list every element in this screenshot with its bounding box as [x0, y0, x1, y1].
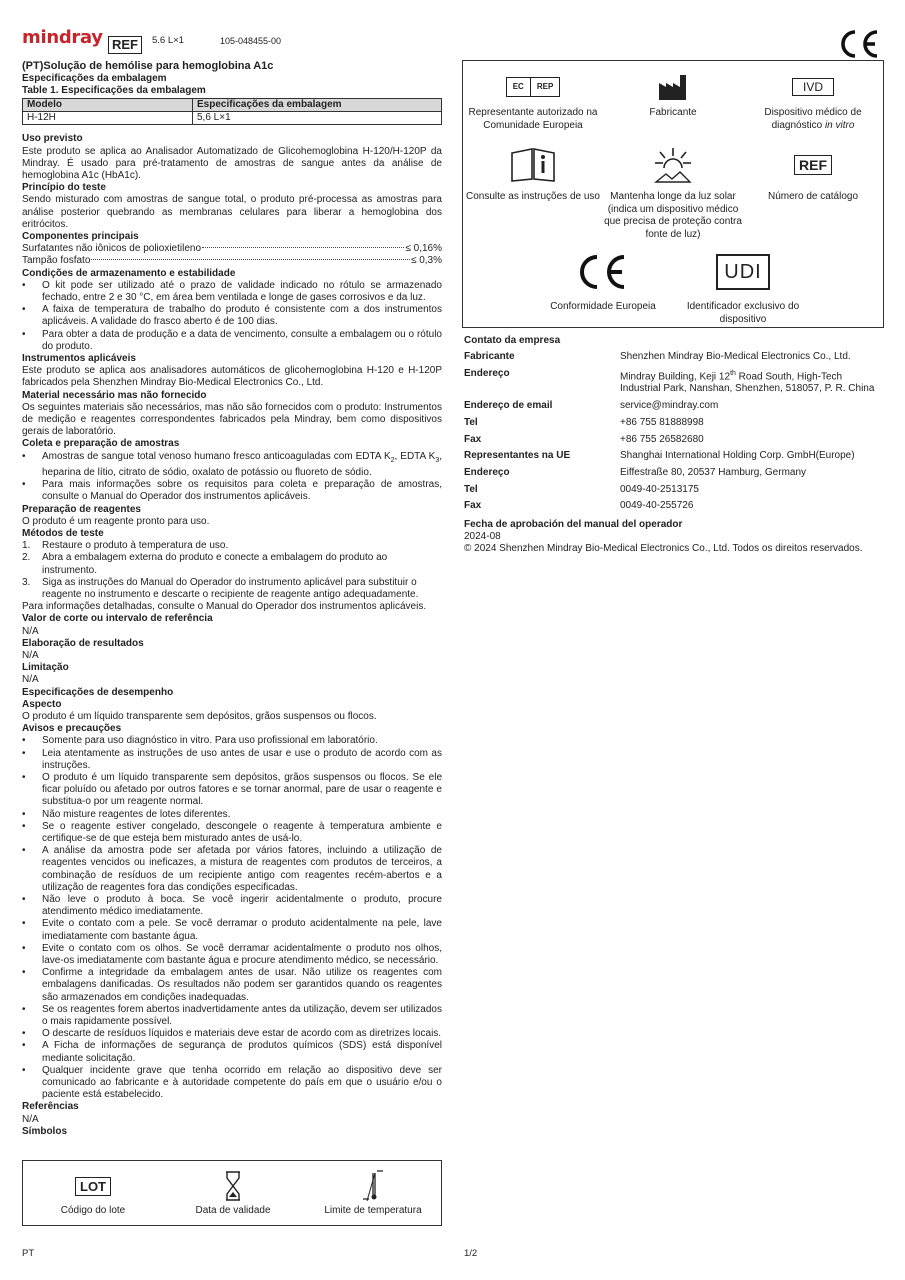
reagent-prep-text: O produto é um reagente pronto para uso. — [22, 515, 210, 527]
symbol-lot: LOT Código do lote — [23, 1167, 163, 1218]
list-item: • Para obter a data de produção e a data de vencimento, consulte a embalagem ou o rótulo do produto. — [22, 329, 442, 353]
symbol-consult-ifu: Consulte as instruções de uso — [463, 143, 603, 204]
table-caption: Table 1. Especificações da embalagem — [22, 85, 206, 97]
list-item: 3. Siga as instruções do Manual do Operador do instrumento aplicável para substituir o reagente no instrumento e descarte o recipiente de reagente antigo adequadamente. — [22, 576, 419, 600]
list-item: • Somente para uso diagnóstico in vitro. Para uso profissional em laboratório. — [22, 735, 442, 747]
limitation-text: N/A — [22, 674, 39, 686]
footer-page-number: 1/2 — [464, 1248, 478, 1259]
storage-list — [22, 280, 442, 353]
contact-row: Endereço de email service@mindray.com — [464, 400, 719, 412]
component-row — [22, 255, 442, 267]
list-item: 1. Restaure o produto à temperatura de uso. — [22, 540, 229, 552]
hourglass-icon — [163, 1167, 303, 1205]
company-contact — [464, 335, 884, 555]
ivd-icon: IVD — [743, 67, 883, 107]
components-heading: Componentes principais — [22, 231, 139, 243]
component-row — [22, 243, 442, 255]
methods-list — [22, 540, 442, 601]
symbol-catalog-number: REF Número de catálogo — [743, 143, 883, 204]
left-column — [22, 60, 442, 1138]
cutoff-heading: Valor de corte ou intervalo de referência — [22, 613, 213, 625]
ce-mark-icon — [838, 28, 882, 64]
list-item: • Se o reagente estiver congelado, descongele o reagente à temperatura ambiente e certifique-se de que esteja bem misturado antes de usá-lo. — [22, 821, 442, 845]
table-cell: H-12H — [23, 112, 193, 125]
packaging-table — [22, 98, 442, 125]
principle-text: Sendo misturado com amostras de sangue total, o produto pré-processa as amostras para análise posterior quebrando as membranas celulares para liberar a hemoglobina dos eritrócitos. — [22, 194, 442, 230]
list-item: • A análise da amostra pode ser afetada por vários fatores, incluindo a utilização de reagentes vencidos ou ineficazes, a mistura de reagentes com produtos de terceiros, a combinação de resíduos de um recipiente antigo com reagentes recém-abertos e a utilização de reagentes fora das condições especificadas. — [22, 845, 442, 894]
packaging-heading: Especificações da embalagem — [22, 73, 167, 84]
collection-heading: Coleta e preparação de amostras — [22, 438, 180, 450]
warnings-list — [22, 735, 442, 1101]
materials-heading: Material necessário mas não fornecido — [22, 389, 207, 401]
instruments-text: Este produto se aplica aos analisadores automáticos de glicohemoglobina H-120 e H-120P fabricados pela Shenzhen Mindray Bio-Medical Electronics Co., Ltd. — [22, 365, 442, 389]
approval-heading: Fecha de aprobación del manual del operador — [464, 518, 683, 530]
component-name: Surfatantes não iônicos de polioxietileno — [22, 243, 202, 255]
symbol-udi: UDI Identificador exclusivo do dispositivo — [673, 247, 813, 326]
results-text: N/A — [22, 649, 39, 661]
book-info-icon — [463, 143, 603, 187]
bottom-symbols-box — [22, 1160, 442, 1226]
factory-icon — [603, 67, 743, 107]
methods-heading: Métodos de teste — [22, 527, 104, 539]
intended-use-text: Este produto se aplica ao Analisador Automatizado de Glicohemoglobina H-120/H-120P da Mindray. É usado para pré-tratamento de amostras de sangue antes da análise de hemoglobina A1c (HbA1c). — [22, 145, 442, 182]
performance-heading: Especificações de desempenho — [22, 686, 174, 698]
list-item: • Confirme a integridade da embalagem antes de usar. Não utilize os reagentes com embalagens danificadas. Os resultados não podem ser garantidos quando os reagentes são armazenados em condições inadequadas. — [22, 967, 442, 1004]
cutoff-text: N/A — [22, 625, 39, 637]
document-title: (PT)Solução de hemólise para hemoglobina A1c — [22, 60, 274, 72]
results-heading: Elaboração de resultados — [22, 637, 144, 649]
symbol-ce: Conformidade Europeia — [533, 247, 673, 314]
thermometer-icon — [303, 1167, 443, 1205]
symbols-grid — [462, 60, 884, 328]
mindray-logo: mindray — [22, 27, 103, 48]
lot-icon: LOT — [23, 1167, 163, 1205]
reagent-prep-heading: Preparação de reagentes — [22, 503, 141, 515]
contact-row: Fabricante Shenzhen Mindray Bio-Medical Electronics Co., Ltd. — [464, 351, 851, 363]
copyright: © 2024 Shenzhen Mindray Bio-Medical Electronics Co., Ltd. Todos os direitos reservados. — [464, 542, 863, 554]
contact-row: Endereço Mindray Building, Keji 12th Road South, High-Tech Industrial Park, Nanshan, Shenzhen, 518057, P. R. China — [464, 367, 875, 395]
contact-row: Endereço Eiffestraße 80, 20537 Hamburg, Germany — [464, 466, 807, 478]
appearance-text: O produto é um líquido transparente sem depósitos, grãos suspensos ou flocos. — [22, 710, 377, 722]
list-item: • Amostras de sangue total venoso humano fresco anticoaguladas com EDTA $K_2$, EDTA $K_3$, heparina de lítio, citrato de sódio, oxalato de potássio ou fluoreto de sódio. — [22, 451, 442, 479]
symbol-ec-rep: EC REP Representante autorizado na Comunidade Europeia — [463, 67, 603, 132]
symbol-temperature: Limite de temperatura — [303, 1167, 443, 1218]
list-item: 2. Abra a embalagem externa do produto e conecte a embalagem do produto ao instrumento. — [22, 552, 388, 576]
list-item: • O kit pode ser utilizado até o prazo de validade indicado no rótulo se armazenado fechado, entre 2 e 30 °C, em área bem ventilada e longe de gases corrosivos e da luz. — [22, 280, 442, 304]
table-header-cell: Modelo — [23, 99, 193, 112]
references-heading: Referências — [22, 1101, 79, 1113]
appearance-heading: Aspecto — [22, 698, 62, 710]
ref-label: REF — [108, 36, 142, 54]
contact-row: Fax 0049-40-255726 — [464, 500, 694, 512]
ec-rep-icon: EC REP — [463, 67, 603, 107]
contact-row: Representantes na UE Shanghai International Holding Corp. GmbH(Europe) — [464, 450, 855, 462]
component-value: ≤ 0,3% — [410, 255, 442, 267]
materials-text: Os seguintes materiais são necessários, mas não são fornecidos com o produto: Instrumentos de medição e reagentes correspondentes fabricados pela Mindray, bem como dispositivos gerais de laboratório. — [22, 401, 442, 438]
symbol-manufacturer: Fabricante — [603, 67, 743, 120]
principle-heading: Princípio do teste — [22, 182, 106, 194]
component-value: ≤ 0,16% — [405, 243, 442, 255]
symbol-ivd: IVD Dispositivo médico de diagnóstico in vitro — [743, 67, 883, 132]
table-row — [23, 112, 442, 125]
references-text: N/A — [22, 1113, 39, 1125]
symbols-heading: Símbolos — [22, 1125, 68, 1137]
contact-row: Fax +86 755 26582680 — [464, 433, 704, 445]
ref-icon: REF — [743, 143, 883, 187]
warnings-heading: Avisos e precauções — [22, 723, 122, 735]
list-item: • Não leve o produto à boca. Se você ingerir acidentalmente o produto, procure atendimento médico imediatamente. — [22, 894, 442, 918]
intended-use-heading: Uso previsto — [22, 133, 83, 145]
list-item: • Leia atentamente as instruções de uso antes de usar e use o produto de acordo com as instruções. — [22, 748, 442, 772]
list-item: • Para mais informações sobre os requisitos para coleta e preparação de amostras, consulte o Manual do Operador dos instrumentos aplicáveis. — [22, 479, 442, 503]
component-name: Tampão fosfato — [22, 255, 91, 267]
storage-heading: Condições de armazenamento e estabilidade — [22, 267, 236, 279]
table-header-row — [23, 99, 442, 112]
table-header-cell: Especificações da embalagem — [193, 99, 442, 112]
list-item: • Qualquer incidente grave que tenha ocorrido em relação ao dispositivo deve ser comunicado ao fabricante e à autoridade competente do país em que o usuário e/ou o paciente está estabelecido. — [22, 1065, 442, 1102]
sun-icon — [603, 143, 743, 187]
ce-icon — [533, 247, 673, 297]
collection-list — [22, 451, 442, 504]
contact-heading: Contato da empresa — [464, 335, 561, 346]
limitation-heading: Limitação — [22, 662, 69, 674]
package-spec: 5.6 L×1 — [152, 35, 184, 46]
list-item: • O descarte de resíduos líquidos e materiais deve estar de acordo com as diretrizes locais. — [22, 1028, 442, 1040]
contact-row: Tel +86 755 81888998 — [464, 416, 704, 428]
approval-date: 2024-08 — [464, 530, 501, 542]
contact-row: Tel 0049-40-2513175 — [464, 483, 699, 495]
methods-note: Para informações detalhadas, consulte o Manual do Operador dos instrumentos aplicáveis. — [22, 601, 427, 613]
list-item: • Evite o contato com a pele. Se você derramar o produto acidentalmente na pele, lave imediatamente com bastante água. — [22, 918, 442, 942]
catalog-number: 105-048455-00 — [220, 36, 282, 46]
list-item: • Se os reagentes forem abertos inadvertidamente antes da utilização, devem ser utilizados o mais rapidamente possível. — [22, 1004, 442, 1028]
list-item: • Evite o contato com os olhos. Se você derramar acidentalmente o produto nos olhos, lave-os imediatamente com bastante água e procure atendimento médico, se necessário. — [22, 943, 442, 967]
instruments-heading: Instrumentos aplicáveis — [22, 353, 136, 365]
list-item: • A Ficha de informações de segurança de produtos químicos (SDS) está disponível mediante solicitação. — [22, 1040, 442, 1064]
footer-language: PT — [22, 1248, 35, 1259]
list-item: • A faixa de temperatura de trabalho do produto é consistente com a dos instrumentos aplicáveis. A validade do frasco aberto é de 100 dias. — [22, 304, 442, 328]
symbol-expiry: Data de validade — [163, 1167, 303, 1218]
symbol-keep-from-sunlight: Mantenha longe da luz solar (indica um dispositivo médico que precisa de proteção contra fonte de luz) — [603, 143, 743, 241]
table-cell: 5,6 L×1 — [193, 112, 442, 125]
list-item: • Não misture reagentes de lotes diferentes. — [22, 809, 442, 821]
list-item: • O produto é um líquido transparente sem depósitos, grãos suspensos ou flocos. Se ele ficar poluído ou afetado por outros fatores e se tornar anormal, pare de usar o reagente e substitua-o por um reagente normal. — [22, 772, 442, 809]
udi-icon: UDI — [673, 247, 813, 297]
